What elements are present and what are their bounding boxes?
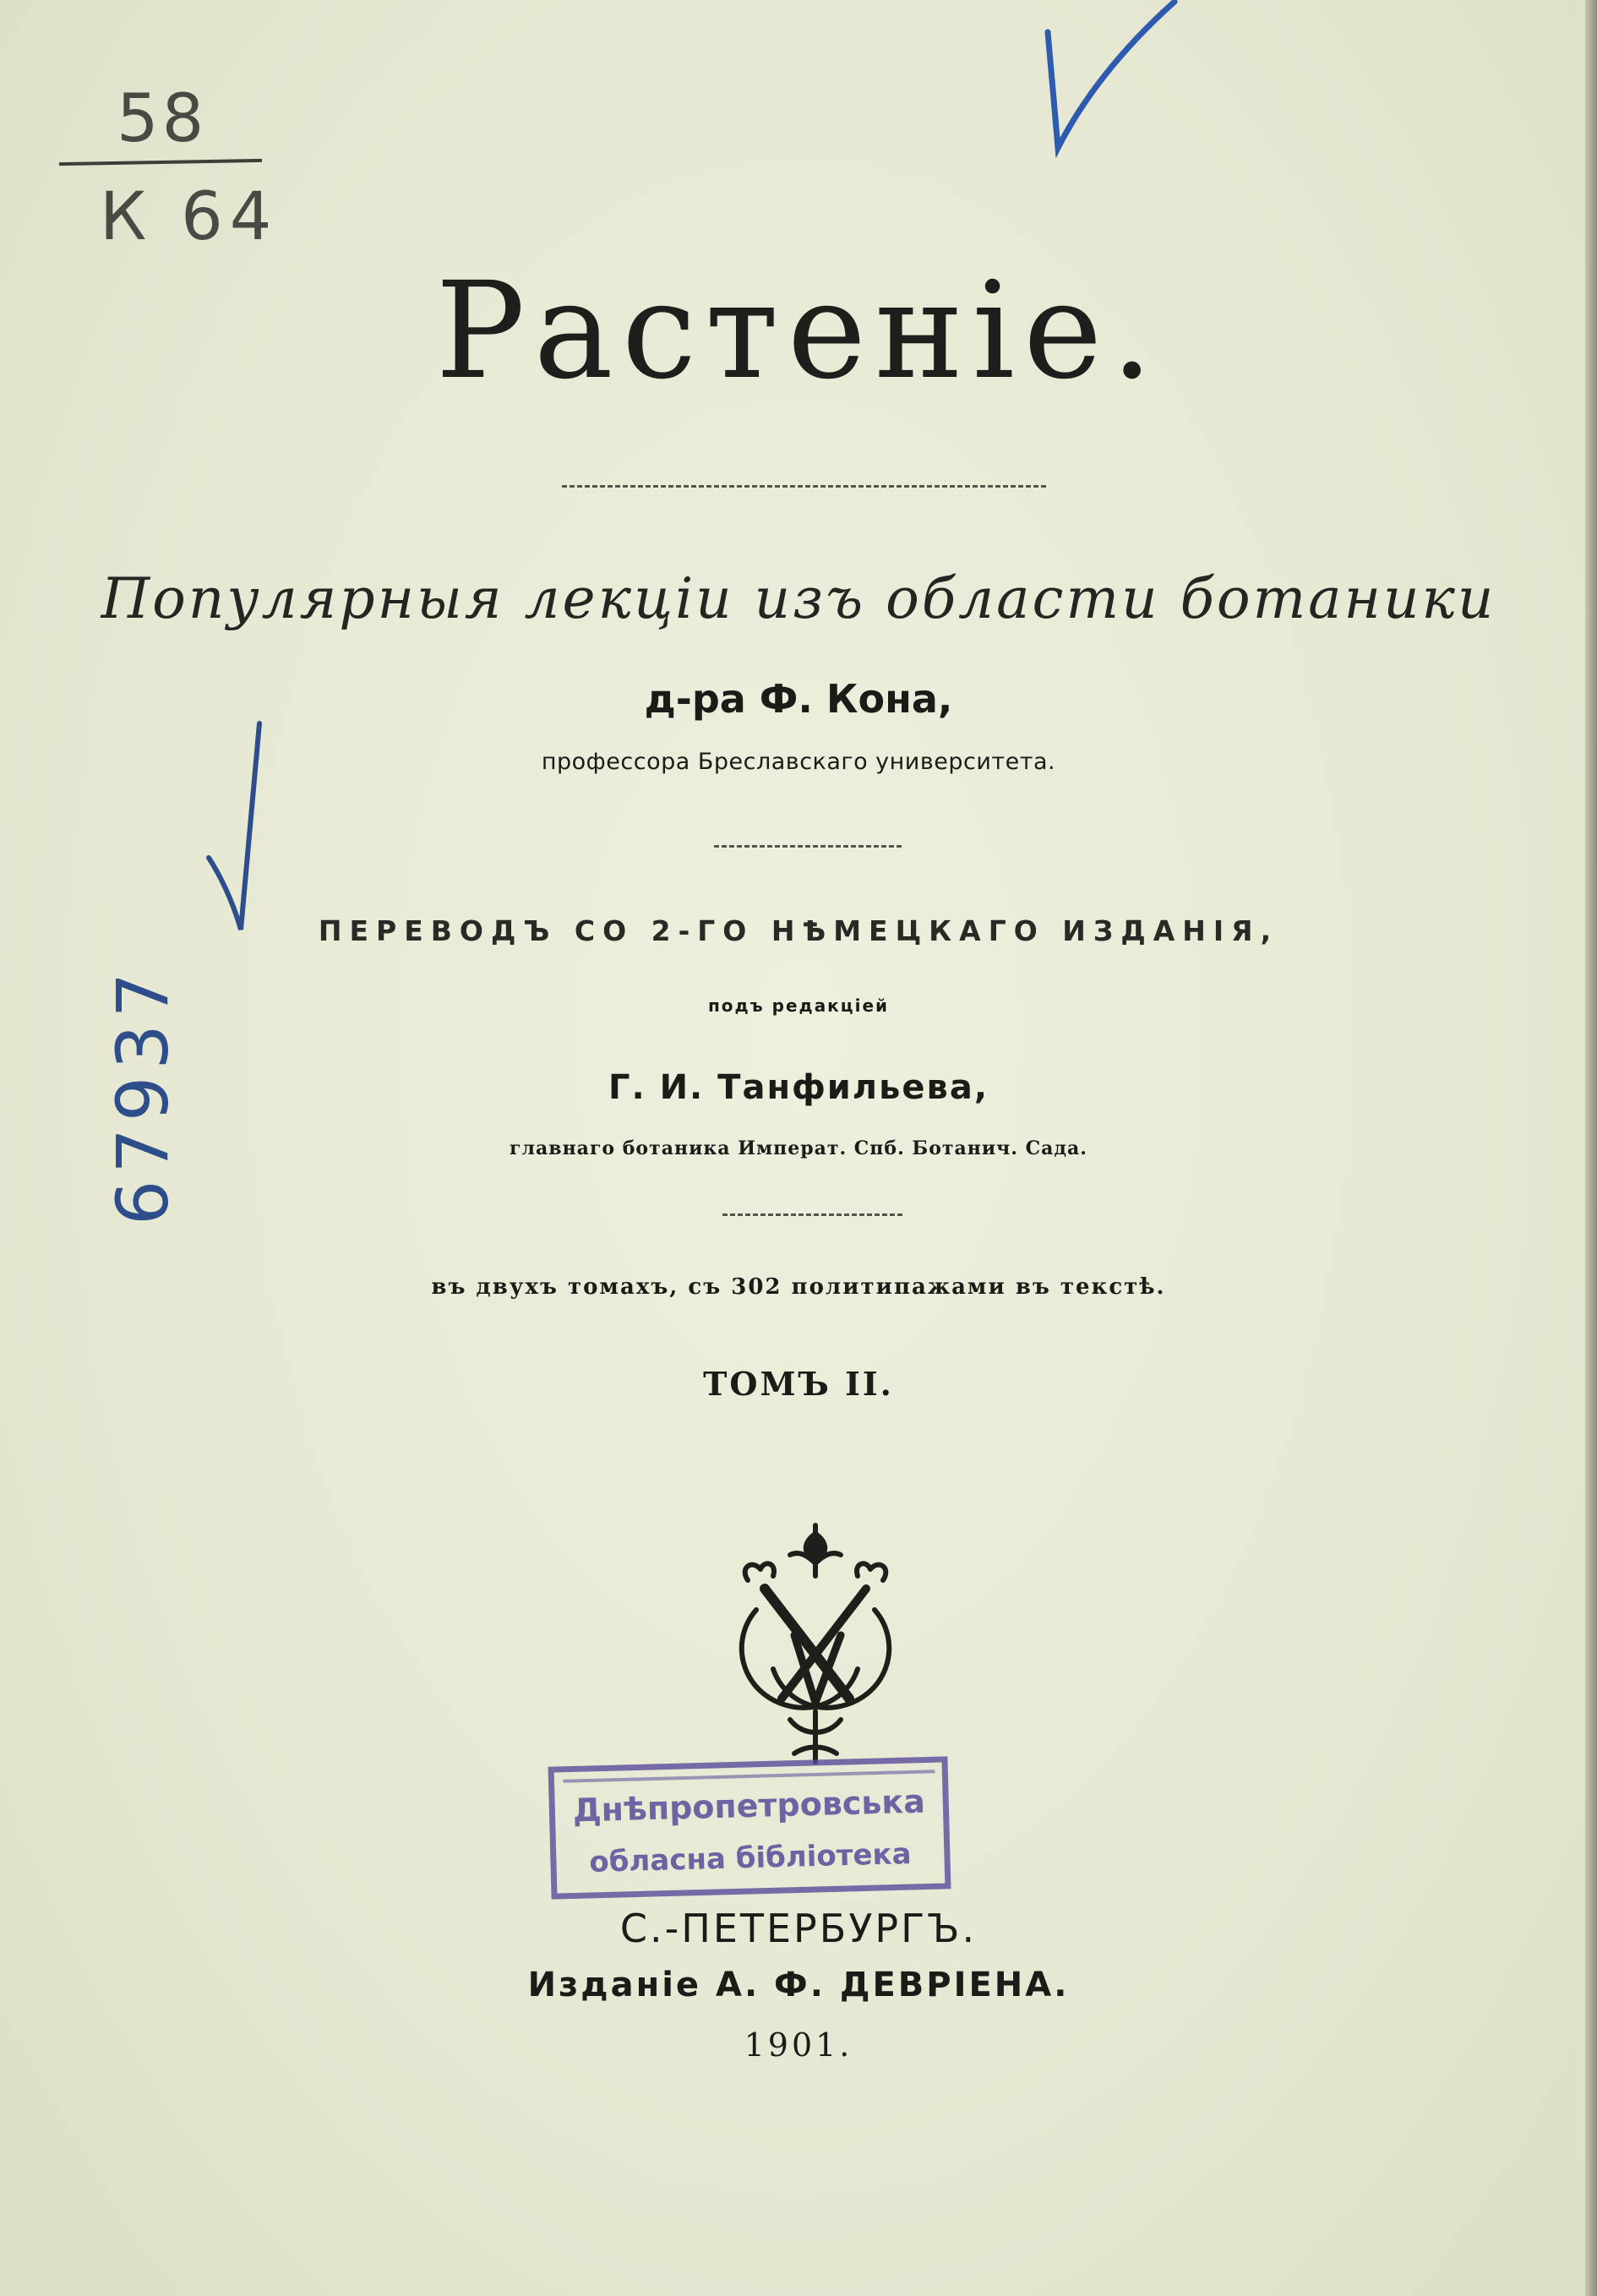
section-divider-2: [722, 1213, 904, 1216]
call-number-top: 58: [117, 81, 208, 157]
volumes-note: въ двухъ томахъ, съ 302 политипажами въ текстѣ.: [431, 1274, 1166, 1300]
book-title: Растеніе.: [435, 254, 1162, 409]
author-name: д-ра Ф. Кона,: [644, 676, 953, 722]
editor-name: Г. И. Танфильева,: [608, 1068, 989, 1107]
book-subtitle: Популярныя лекціи изъ области ботаники: [101, 566, 1496, 631]
editor-position: главнаго ботаника Императ. Спб. Ботанич. Сада.: [510, 1137, 1087, 1159]
call-number-bottom: К 64: [100, 179, 279, 255]
imprint-year: 1901.: [744, 2026, 853, 2064]
title-divider: [562, 485, 1048, 488]
volume-number: ТОМЪ II.: [703, 1365, 894, 1403]
publisher-monogram-icon: [722, 1517, 908, 1770]
library-stamp: [546, 1754, 953, 1901]
inventory-number: 67937: [101, 965, 184, 1225]
stamp-text-line-2: обласна бібліотека: [588, 1837, 913, 1879]
check-mark-icon: [1039, 0, 1183, 169]
editor-prefix: подъ редакціей: [707, 995, 890, 1016]
section-divider: [714, 845, 904, 848]
imprint-publisher: Изданіе А. Ф. ДЕВРІЕНА.: [527, 1966, 1070, 2004]
imprint-city: С.-ПЕТЕРБУРГЪ.: [619, 1906, 978, 1951]
author-position: профессора Бреславскаго университета.: [541, 749, 1056, 775]
stamp-text-line-1: Днѣпропетровська: [572, 1782, 926, 1830]
translation-note: ПЕРЕВОДЪ СО 2-ГО НѢМЕЦКАГО ИЗДАНІЯ,: [318, 914, 1279, 947]
